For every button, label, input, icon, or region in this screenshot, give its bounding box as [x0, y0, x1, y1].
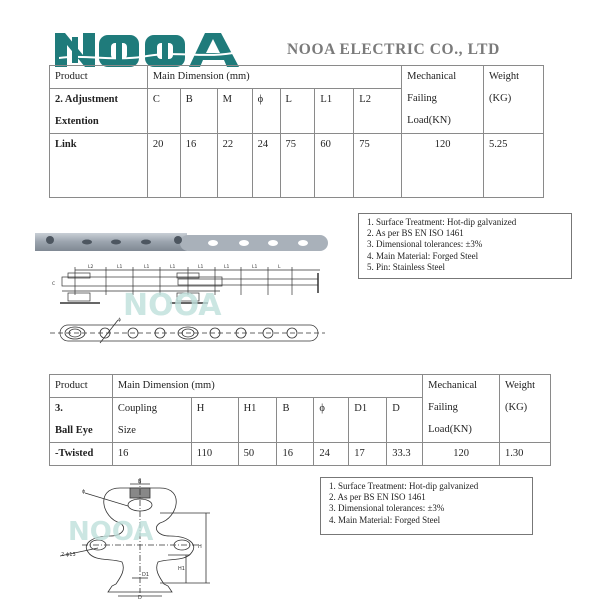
svg-text:2-ϕ13: 2-ϕ13 — [61, 552, 76, 558]
value-h: 110 — [191, 443, 238, 466]
note-item: 5. Pin: Stainless Steel — [367, 261, 446, 272]
svg-text:L: L — [278, 265, 281, 270]
product-name-cont: -Twisted — [50, 443, 113, 466]
svg-text:L1: L1 — [144, 265, 150, 270]
ball-eye-twisted-drawing — [60, 478, 240, 600]
svg-text:L1: L1 — [170, 265, 176, 270]
note-item: 4. Main Material: Forged Steel — [367, 250, 479, 261]
svg-text:ϕ: ϕ — [82, 489, 86, 495]
svg-text:H1: H1 — [178, 566, 185, 572]
value-failing-load: 120 — [402, 134, 484, 198]
company-name: NOOA ELECTRIC CO., LTD — [287, 41, 500, 58]
col-header-d1: D1 — [349, 398, 387, 443]
main-dimension-header: Main Dimension (mm) — [112, 375, 422, 398]
value-l2: 75 — [354, 134, 402, 198]
value-l: 75 — [280, 134, 315, 198]
value-m: 22 — [217, 134, 252, 198]
product-name: 3. Ball Eye — [50, 398, 113, 443]
value-weight: 5.25 — [484, 134, 544, 198]
product-notes-1 — [358, 213, 572, 279]
note-item: 3. Dimensional tolerances: ±3% — [329, 503, 445, 514]
product-notes-2 — [320, 477, 533, 535]
col-header-d: D — [387, 398, 423, 443]
col-header-m: M — [217, 89, 252, 134]
product-header: Product — [50, 375, 113, 398]
product-table-adjustment-extension-link — [49, 65, 544, 198]
col-header-h: H — [191, 398, 238, 443]
watermark: NOOA — [68, 517, 154, 547]
product-header: Product — [50, 66, 148, 89]
svg-text:C: C — [52, 282, 56, 287]
value-failing-load: 120 — [423, 443, 500, 466]
value-b: 16 — [277, 443, 314, 466]
value-weight: 1.30 — [500, 443, 551, 466]
svg-text:L1: L1 — [252, 265, 258, 270]
svg-text:L1: L1 — [224, 265, 230, 270]
watermark: NOOA — [123, 288, 222, 323]
col-header-l2: L2 — [354, 89, 402, 134]
svg-text:H: H — [198, 544, 202, 550]
svg-text:L1: L1 — [198, 265, 204, 270]
weight-header: Weight (KG) — [484, 66, 544, 134]
svg-text:L2: L2 — [88, 265, 94, 270]
svg-text:L1: L1 — [117, 265, 123, 270]
svg-text:B: B — [138, 479, 142, 485]
note-item: 2. As per BS EN ISO 1461 — [329, 492, 426, 503]
value-c: 20 — [147, 134, 180, 198]
col-header-phi: ϕ — [314, 398, 349, 443]
col-header-c: C — [147, 89, 180, 134]
svg-text:ϕ: ϕ — [118, 318, 121, 323]
note-item: 4. Main Material: Forged Steel — [329, 514, 441, 525]
value-d: 33.3 — [387, 443, 423, 466]
col-header-l1: L1 — [315, 89, 354, 134]
main-dimension-header: Main Dimension (mm) — [147, 66, 401, 89]
adjustment-extension-link-image — [20, 225, 340, 355]
product-table-ball-eye-twisted — [49, 374, 551, 466]
value-d1: 17 — [349, 443, 387, 466]
svg-text:D1: D1 — [142, 572, 150, 578]
svg-text:D: D — [138, 595, 142, 600]
value-h1: 50 — [238, 443, 277, 466]
failing-load-header: Mechanical Failing Load(KN) — [402, 66, 484, 134]
value-phi: 24 — [314, 443, 349, 466]
value-l1: 60 — [315, 134, 354, 198]
col-header-l: L — [280, 89, 315, 134]
note-item: 2. As per BS EN ISO 1461 — [367, 228, 464, 239]
note-item: 3. Dimensional tolerances: ±3% — [367, 239, 483, 250]
product-name: 2. Adjustment Extention — [50, 89, 148, 134]
col-header-b: B — [277, 398, 314, 443]
note-item: 1. Surface Treatment: Hot-dip galvanized — [367, 217, 517, 227]
product-name-cont: Link — [50, 134, 148, 198]
failing-load-header: Mechanical Failing Load(KN) — [423, 375, 500, 443]
value-b: 16 — [180, 134, 217, 198]
col-header-b: B — [180, 89, 217, 134]
value-phi: 24 — [252, 134, 280, 198]
note-item: 1. Surface Treatment: Hot-dip galvanized — [329, 481, 479, 491]
col-header-coupling-size: Coupling Size — [112, 398, 191, 443]
col-header-h1: H1 — [238, 398, 277, 443]
value-coupling-size: 16 — [112, 443, 191, 466]
nooa-logo — [55, 31, 239, 67]
col-header-phi: ϕ — [252, 89, 280, 134]
weight-header: Weight (KG) — [500, 375, 551, 443]
